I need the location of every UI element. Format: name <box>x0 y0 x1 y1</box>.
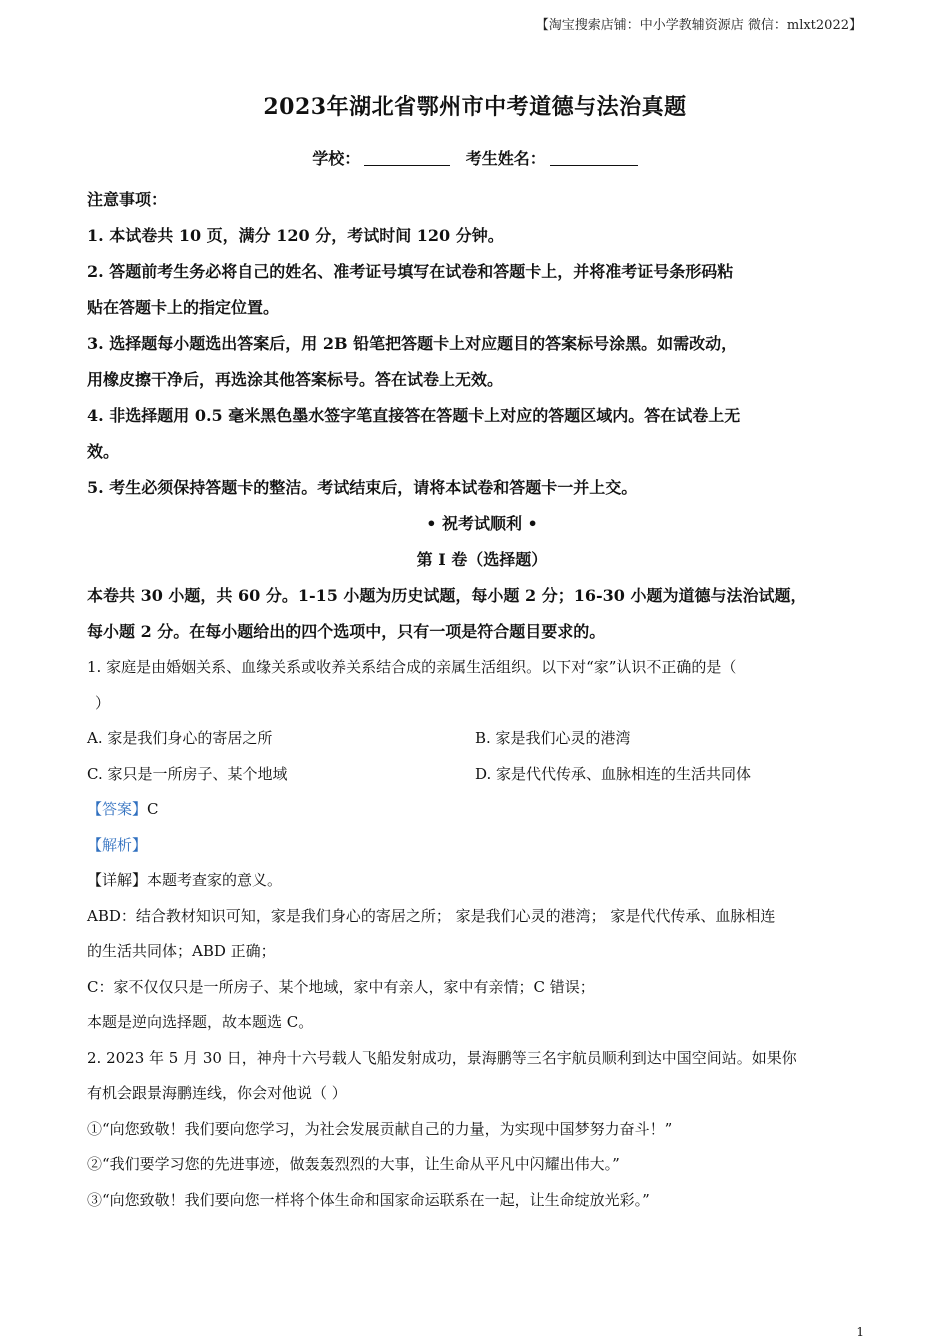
question-1-stem: 1. 家庭是由婚姻关系、血缘关系或收养关系结合成的亲属生活组织。以下对“家”认识不正确的是（ <box>87 658 737 676</box>
question-2-line: ①“向您致敬！我们要向您学习，为社会发展贡献自己的力量，为实现中国梦努力奋斗！” <box>87 1119 673 1138</box>
question-1-options-row <box>87 757 877 793</box>
notice-heading: 注意事项： <box>87 190 168 209</box>
answer-line <box>87 792 877 828</box>
question-1-stem-end: ） <box>95 693 111 712</box>
page-number: 1 <box>856 1325 864 1339</box>
explanation-line: ABD：结合教材知识可知，家是我们身心的寄居之所； 家是我们心灵的港湾； 家是代代传承、血脉相连 <box>87 906 776 925</box>
question-2-line: 有机会跟景海鹏连线，你会对他说（ ） <box>87 1084 347 1102</box>
detail-text: 本题考查家的意义。 <box>147 871 283 889</box>
explanation-line: C：家不仅仅只是一所房子、某个地域，家中有亲人，家中有亲情；C 错误； <box>87 977 595 996</box>
notice-item: 用橡皮擦干净后，再选涂其他答案标号。答在试卷上无效。 <box>87 370 504 389</box>
notice-item: 贴在答题卡上的指定位置。 <box>87 298 280 317</box>
notice-item: 5. 考生必须保持答题卡的整洁。考试结束后，请将本试卷和答题卡一并上交。 <box>87 478 638 497</box>
question-2-line: ②“我们要学习您的先进事迹，做轰轰烈烈的大事，让生命从平凡中闪耀出伟大。” <box>87 1155 620 1173</box>
watermark-text: 【淘宝搜索店铺：中小学教辅资源店 微信：mlxt2022】 <box>535 18 862 33</box>
question-1-options-row <box>87 721 877 757</box>
school-blank <box>364 151 450 166</box>
notice-item: 2. 答题前考生务必将自己的姓名、准考证号填写在试卷和答题卡上，并将准考证号条形码粘 <box>87 262 734 281</box>
main-content <box>87 182 877 1218</box>
section-desc: 每小题 2 分。在每小题给出的四个选项中，只有一项是符合题目要求的。 <box>87 622 606 641</box>
school-label: 学校： <box>312 149 361 168</box>
section-desc: 本卷共 30 小题，共 60 分。1-15 小题为历史试题，每小题 2 分；16-30 小题为道德与法治试题， <box>87 586 807 605</box>
wish-text: • 祝考试顺利 • <box>426 514 538 533</box>
section-title: 第 I 卷（选择题） <box>416 550 548 569</box>
option-b: B. 家是我们心灵的港湾 <box>475 729 631 747</box>
option-a: A. 家是我们身心的寄居之所 <box>87 729 273 747</box>
detail-label: 【详解】 <box>87 871 148 889</box>
page-title: 2023年湖北省鄂州市中考道德与法治真题 <box>263 94 687 120</box>
option-c: C. 家只是一所房子、某个地域 <box>87 764 288 783</box>
analysis-label: 【解析】 <box>87 835 148 854</box>
name-label: 考生姓名： <box>465 149 546 168</box>
question-2-line: ③“向您致敬！我们要向您一样将个体生命和国家命运联系在一起，让生命绽放光彩。” <box>87 1190 650 1209</box>
student-info-line <box>0 146 950 169</box>
notice-item: 1. 本试卷共 10 页，满分 120 分，考试时间 120 分钟。 <box>87 226 504 245</box>
notice-item: 3. 选择题每小题选出答案后，用 2B 铅笔把答题卡上对应题目的答案标号涂黑。如需改动， <box>87 334 738 353</box>
name-blank <box>550 151 638 166</box>
notice-item: 效。 <box>87 442 120 461</box>
option-d: D. 家是代代传承、血脉相连的生活共同体 <box>475 764 752 783</box>
question-2-line: 2. 2023 年 5 月 30 日，神舟十六号载人飞船发射成功，景海鹏等三名宇航员顺利到达中国空间站。如果你 <box>87 1048 797 1067</box>
explanation-line: 本题是逆向选择题，故本题选 C。 <box>87 1013 314 1031</box>
notice-item: 4. 非选择题用 0.5 毫米黑色墨水签字笔直接答在答题卡上对应的答题区域内。答在试卷上无 <box>87 406 741 425</box>
explanation-line: 的生活共同体；ABD 正确； <box>87 942 276 960</box>
answer-value: C <box>147 800 159 818</box>
detail-line <box>87 863 877 899</box>
answer-label: 【答案】 <box>87 800 148 818</box>
